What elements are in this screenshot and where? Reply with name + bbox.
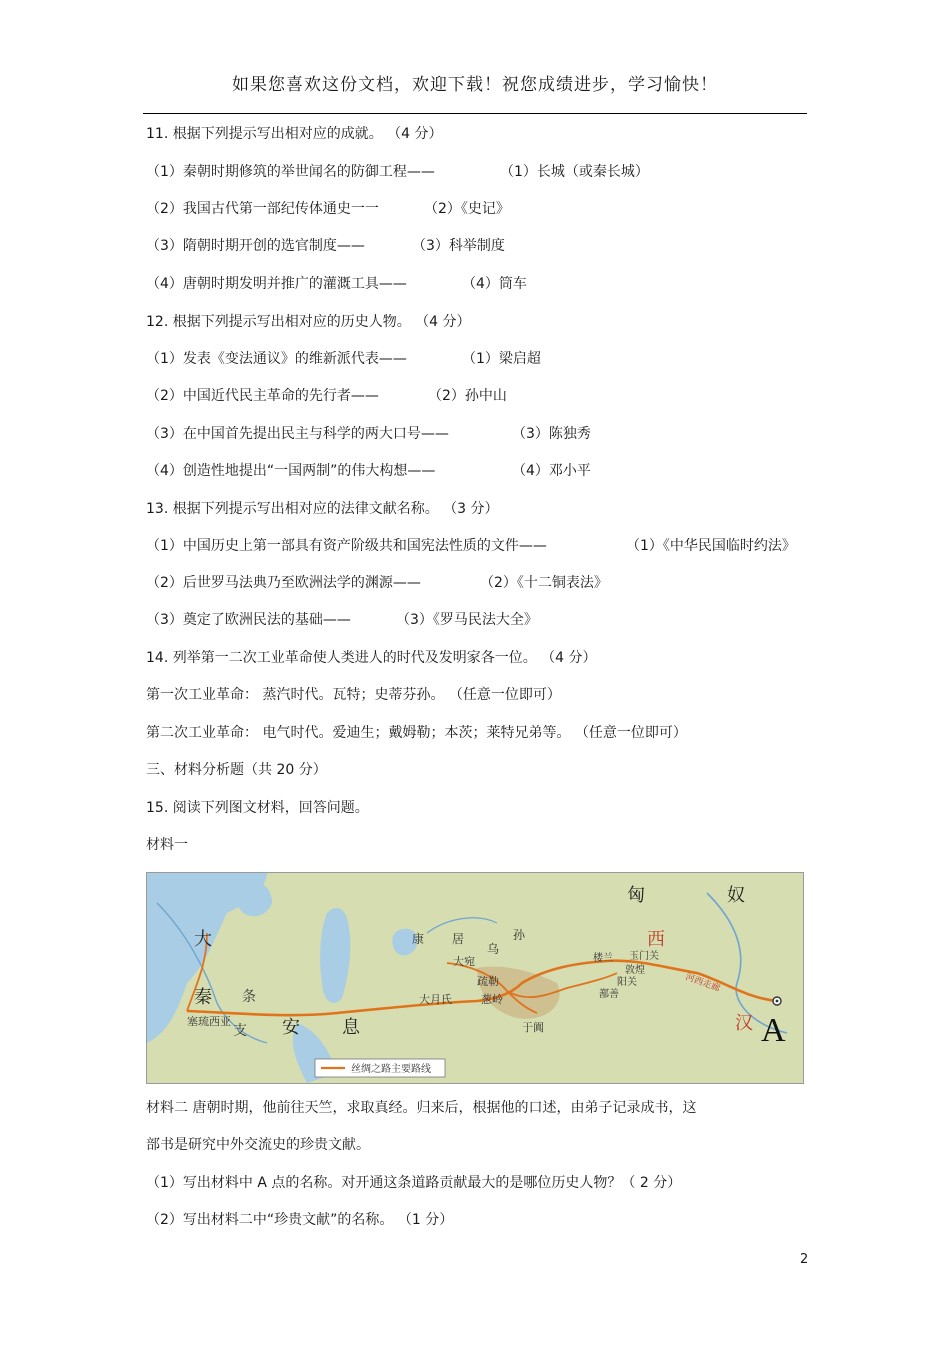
- label-shule: 疏勒: [477, 975, 499, 988]
- q11-item-1: （1）秦朝时期修筑的举世闻名的防御工程——: [146, 164, 435, 180]
- q12-answer-1: （1）梁启超: [462, 351, 541, 367]
- q12-title: 12. 根据下列提示写出相对应的历史人物。 （4 分）: [146, 314, 471, 330]
- q11-item-2: （2）我国古代第一部纪传体通史一一: [146, 201, 379, 217]
- q12-item-3: （3）在中国首先提出民主与科学的两大口号——: [146, 426, 449, 442]
- label-wusun-2: 孙: [513, 928, 526, 942]
- silk-road-map: [146, 872, 804, 1084]
- label-xiongnu-1: 匈: [627, 885, 645, 905]
- q13-item-3: （3）奠定了欧洲民法的基础——: [146, 612, 351, 628]
- label-yutian: 于阗: [522, 1021, 544, 1034]
- label-kangju-1: 康: [412, 932, 425, 946]
- q12-item-4: （4）创造性地提出“一国两制”的伟大构想——: [146, 463, 436, 479]
- q13-item-2: （2）后世罗马法典乃至欧洲法学的渊源——: [146, 575, 421, 591]
- label-yangguan: 阳关: [617, 977, 637, 988]
- point-a-dot: [776, 1000, 779, 1003]
- label-point-a: A: [761, 1012, 786, 1049]
- q15-title: 15. 阅读下列图文材料，回答问题。: [146, 800, 369, 816]
- q12-item-1: （1）发表《变法通议》的维新派代表——: [146, 351, 407, 367]
- map-legend-label: 丝绸之路主要路线: [351, 1064, 431, 1075]
- label-dayuezhi: 大月氏: [419, 993, 452, 1006]
- label-daqin-2: 秦: [194, 987, 212, 1007]
- document-header: 如果您喜欢这份文档，欢迎下载！祝您成绩进步，学习愉快！: [232, 75, 718, 95]
- label-hexi: 河西走廊: [683, 972, 722, 995]
- label-xiongnu-2: 奴: [727, 885, 745, 905]
- q12-answer-2: （2）孙中山: [428, 388, 507, 404]
- q12-answer-3: （3）陈独秀: [512, 426, 591, 442]
- label-shanshan: 鄯善: [599, 989, 619, 1000]
- q11-answer-2: （2）《史记》: [424, 201, 510, 217]
- section-three-title: 三、材料分析题（共 20 分）: [146, 762, 327, 778]
- header-rule: [143, 113, 807, 114]
- material-one-label: 材料一: [146, 837, 188, 853]
- label-daqin-1: 大: [194, 929, 212, 949]
- label-yumenguan: 玉门关: [629, 951, 659, 962]
- label-tiaozhi-1: 条: [242, 989, 256, 1005]
- q11-answer-4: （4）筒车: [462, 276, 527, 292]
- q14-first-revolution: 第一次工业革命： 蒸汽时代。瓦特；史蒂芬孙。 （任意一位即可）: [146, 687, 561, 703]
- label-tiaozhi-2: 支: [233, 1023, 247, 1039]
- q13-answer-3: （3）《罗马民法大全》: [396, 612, 538, 628]
- material-two-line-2: 部书是研究中外交流史的珍贵文献。: [146, 1137, 370, 1153]
- q11-answer-1: （1）长城（或秦长城）: [500, 164, 649, 180]
- q12-item-2: （2）中国近代民主革命的先行者——: [146, 388, 379, 404]
- q15-question-2: （2）写出材料二中“珍贵文献”的名称。 （1 分）: [146, 1212, 454, 1228]
- label-xihan-1: 西: [647, 929, 665, 949]
- q15-question-1: （1）写出材料中 A 点的名称。对开通这条道路贡献最大的是哪位历史人物？（ 2 分）: [146, 1175, 682, 1191]
- page-number: 2: [800, 1252, 809, 1267]
- label-congling: 葱岭: [481, 993, 503, 1006]
- q13-item-1: （1）中国历史上第一部具有资产阶级共和国宪法性质的文件——: [146, 538, 547, 554]
- label-anxi-2: 息: [342, 1017, 360, 1037]
- q11-title: 11. 根据下列提示写出相对应的成就。 （4 分）: [146, 126, 443, 142]
- q13-answer-2: （2）《十二铜表法》: [480, 575, 608, 591]
- label-wusun-1: 乌: [487, 942, 500, 956]
- label-xihan-2: 汉: [735, 1013, 753, 1033]
- q11-answer-3: （3）科举制度: [412, 238, 505, 254]
- label-anxi-1: 安: [282, 1017, 300, 1037]
- label-dunhuang: 敦煌: [625, 965, 645, 976]
- q13-title: 13. 根据下列提示写出相对应的法律文献名称。 （3 分）: [146, 501, 499, 517]
- label-dayuan: 大宛: [453, 955, 475, 968]
- label-loulan: 楼兰: [593, 953, 613, 964]
- q11-item-3: （3）隋朝时期开创的选官制度——: [146, 238, 365, 254]
- q11-item-4: （4）唐朝时期发明并推广的灌溉工具——: [146, 276, 407, 292]
- q14-title: 14. 列举第一二次工业革命使人类进人的时代及发明家各一位。 （4 分）: [146, 650, 597, 666]
- label-kangju-2: 居: [452, 932, 465, 946]
- q12-answer-4: （4）邓小平: [512, 463, 591, 479]
- q13-answer-1: （1）《中华民国临时约法》: [626, 538, 796, 554]
- label-alexandria: 塞琉西亚: [187, 1015, 231, 1028]
- q14-second-revolution: 第二次工业革命： 电气时代。爱迪生；戴姆勒；本茨；莱特兄弟等。 （任意一位即可）: [146, 725, 687, 741]
- material-two-line-1: 材料二 唐朝时期，他前往天竺，求取真经。归来后，根据他的口述，由弟子记录成书，这: [146, 1100, 697, 1116]
